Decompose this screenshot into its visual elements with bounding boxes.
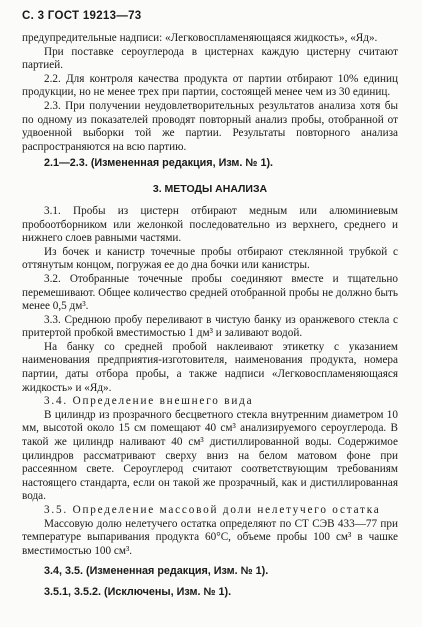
subsection-title-residue: 3.5. Определение массовой доли нелетучего остатка <box>44 504 381 516</box>
amendment-note-3: 3.4, 3.5. (Измененная редакция, Изм. № 1). <box>44 565 269 578</box>
paragraph-tank-batch: При поставке сероуглерода в цистернах каждую цистерну считают партией. <box>22 45 398 72</box>
paragraph-3-3-label: На банку со средней пробой наклеивают этикетку с указанием наименования предприятия-изготовителя, наименования продукта, номера партии, даты отбора пробы, а также надписи «Легковоспламеняющаяся жидкость» и «Яд». <box>22 340 398 394</box>
paragraph-3-5: Массовую долю нелетучего остатка определяют по СТ СЭВ 433—77 при температуре выпаривания продукта 60°С, объеме пробы 100 см³ в чашке вместимостью 100 см³. <box>22 517 398 557</box>
paragraph-3-2: 3.2. Отобранные точечные пробы соединяют вместе и тщательно перемешивают. Общее количество средней отобранной пробы не должно быть менее 0,5 дм³. <box>22 272 398 313</box>
amendment-note-2: 2.1—2.3. (Измененная редакция, Изм. № 1). <box>44 157 274 170</box>
section-title-methods: 3. МЕТОДЫ АНАЛИЗА <box>152 182 268 195</box>
page-header: С. 3 ГОСТ 19213—73 <box>22 10 142 22</box>
paragraph-2-2: 2.2. Для контроля качества продукта от партии отбирают 10% единиц продукции, но не менее трех при партии, состоящей менее чем из 30 единиц. <box>22 72 398 99</box>
paragraph-2-3: 2.3. При получении неудовлетворительных результатов анализа хотя бы по одному из показателей проводят повторный анализ пробы, отобранной от удвоенной выборки той же партии. Результаты повторного анализа распространяются на всю партию. <box>22 99 398 153</box>
excluded-note: 3.5.1, 3.5.2. (Исключены, Изм. № 1). <box>44 585 232 598</box>
paragraph-3-4: В цилиндр из прозрачного бесцветного стекла внутренним диаметром 10 мм, высотой около 15 см помещают 40 см³ анализируемого сероуглерода. В такой же цилиндр наливают 40 см³ дистиллированной воды. Содержимое цилиндров рассматривают сверху вниз на белом матовом фоне при рассеянном свете. Сероуглерод считают соответствующим требованиям настоящего стандарта, если он такой же прозрачный, как и дистиллированная вода. <box>22 408 398 503</box>
subsection-title-appearance: 3.4. Определение внешнего вида <box>44 395 254 408</box>
paragraph-3-1-barrels: Из бочек и канистр точечные пробы отбирают стеклянной трубкой с оттянутым концом, погружая ее до дна бочки или канистры. <box>22 245 398 272</box>
paragraph-3-1: 3.1. Пробы из цистерн отбирают медным или алюминиевым пробоотборником или желонкой последовательно из верхнего, среднего и нижнего слоев равными частями. <box>22 204 398 245</box>
paragraph-3-3: 3.3. Среднюю пробу переливают в чистую банку из оранжевого стекла с притертой пробкой вместимостью 1 дм³ и заливают водой. <box>22 313 398 340</box>
paragraph-warning-labels: предупредительные надписи: «Легковоспламеняющаяся жидкость», «Яд». <box>22 32 378 44</box>
